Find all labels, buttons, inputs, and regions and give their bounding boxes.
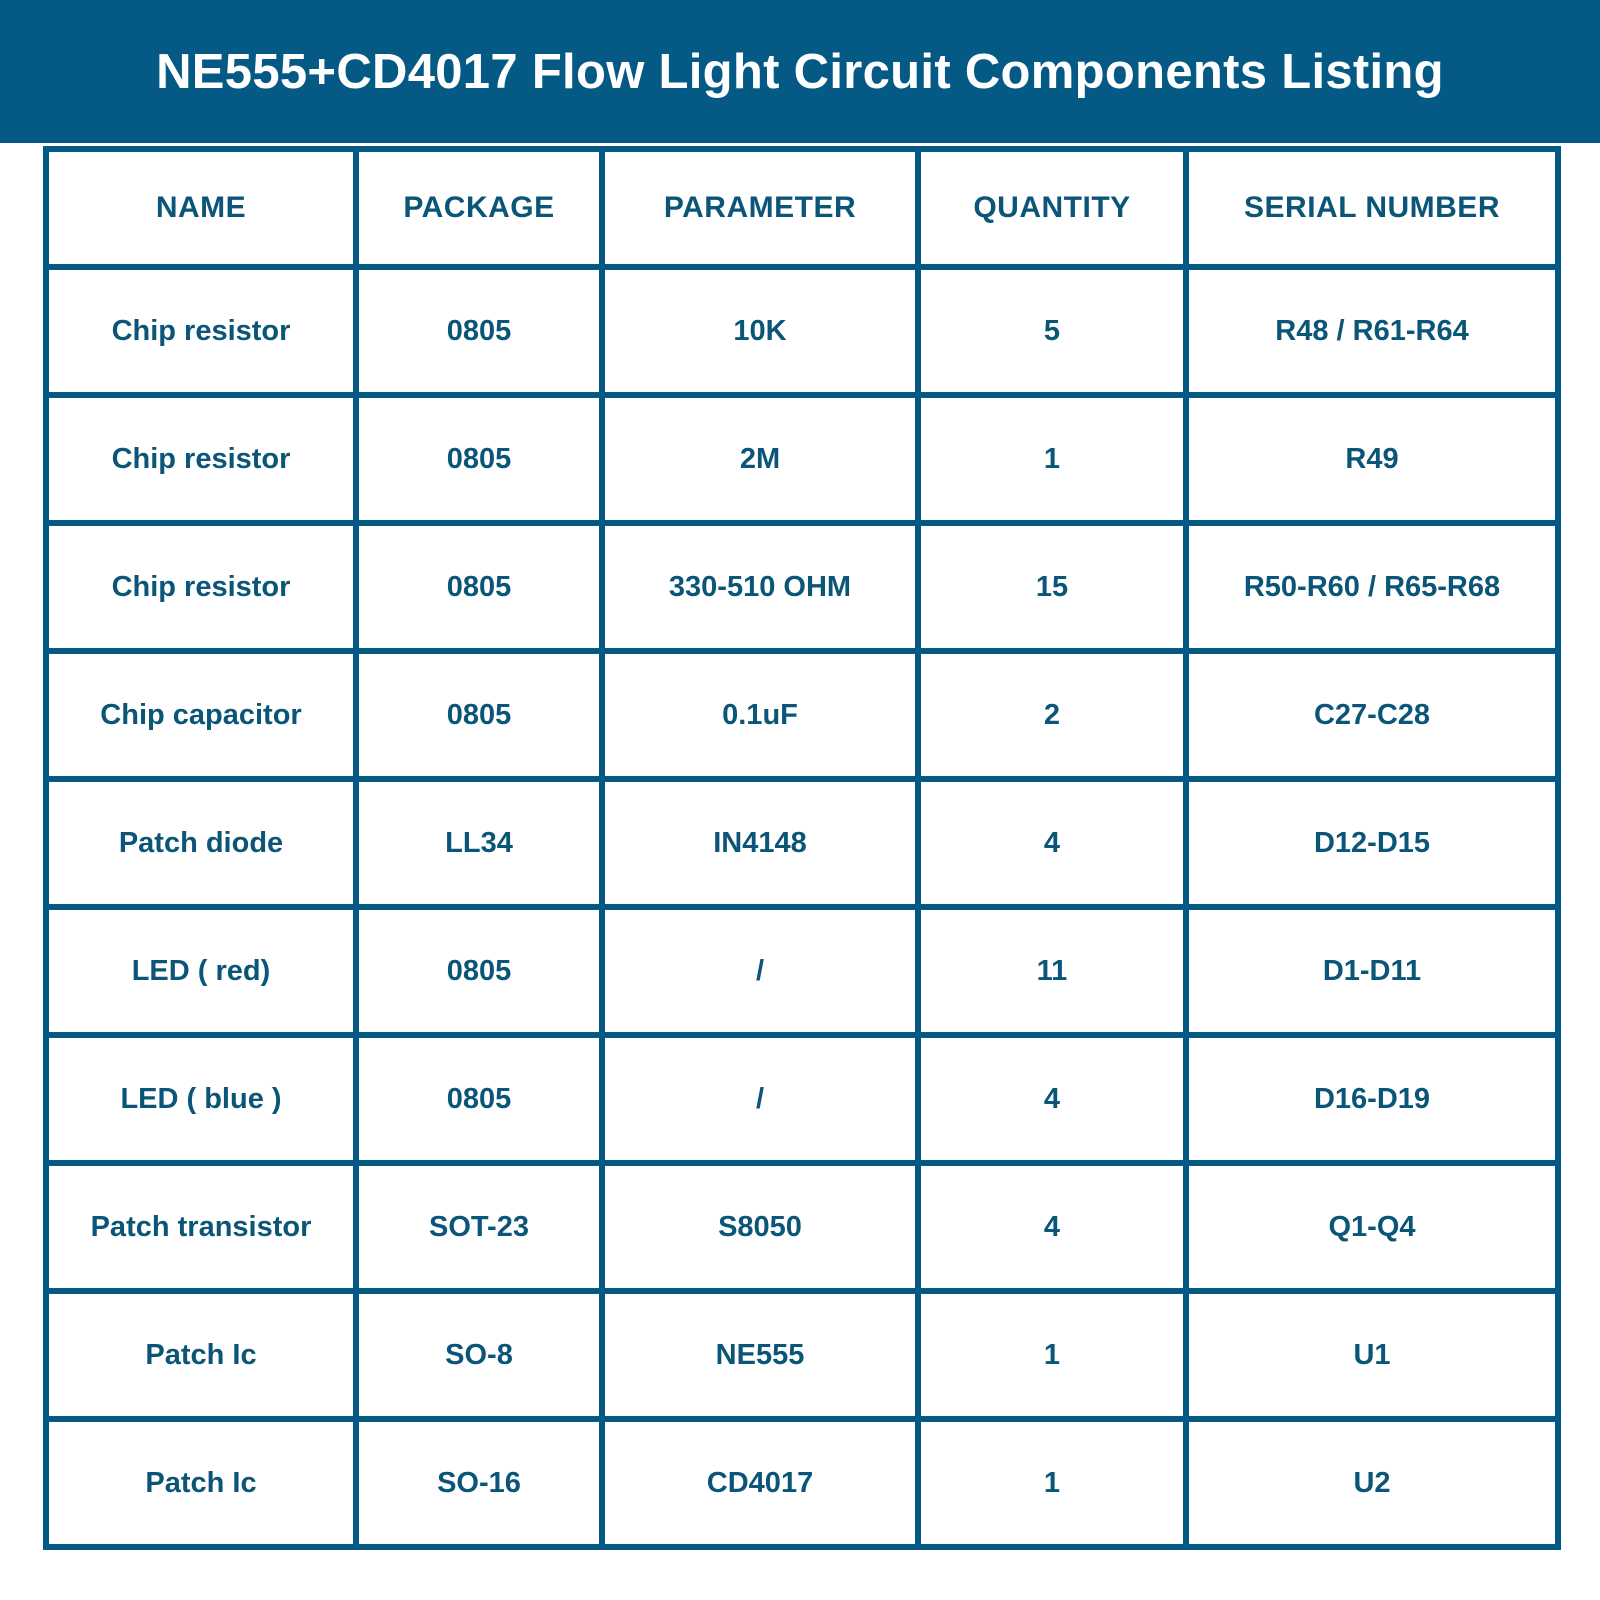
cell-package: 0805 xyxy=(356,267,602,395)
table-row xyxy=(46,907,1558,1035)
cell-quantity: 15 xyxy=(918,523,1186,651)
header-quantity: QUANTITY xyxy=(918,149,1186,267)
cell-parameter: 0.1uF xyxy=(602,651,918,779)
cell-quantity: 5 xyxy=(918,267,1186,395)
cell-name: LED ( red) xyxy=(46,907,356,1035)
cell-quantity: 11 xyxy=(918,907,1186,1035)
cell-serial-number: R49 xyxy=(1186,395,1558,523)
table-row xyxy=(46,779,1558,907)
cell-package: 0805 xyxy=(356,523,602,651)
cell-package: 0805 xyxy=(356,1035,602,1163)
table-container xyxy=(43,146,1555,1550)
cell-serial-number: R50-R60 / R65-R68 xyxy=(1186,523,1558,651)
cell-name: Chip resistor xyxy=(46,395,356,523)
cell-parameter: 330-510 OHM xyxy=(602,523,918,651)
cell-package: 0805 xyxy=(356,395,602,523)
cell-serial-number: D1-D11 xyxy=(1186,907,1558,1035)
title-bar xyxy=(0,0,1600,143)
cell-parameter: / xyxy=(602,1035,918,1163)
header-package: PACKAGE xyxy=(356,149,602,267)
cell-name: Patch Ic xyxy=(46,1291,356,1419)
cell-parameter: IN4148 xyxy=(602,779,918,907)
cell-parameter: S8050 xyxy=(602,1163,918,1291)
cell-parameter: 10K xyxy=(602,267,918,395)
cell-serial-number: R48 / R61-R64 xyxy=(1186,267,1558,395)
table-row xyxy=(46,395,1558,523)
cell-quantity: 1 xyxy=(918,1419,1186,1547)
cell-package: 0805 xyxy=(356,907,602,1035)
cell-package: SOT-23 xyxy=(356,1163,602,1291)
header-serial-number: SERIAL NUMBER xyxy=(1186,149,1558,267)
cell-quantity: 4 xyxy=(918,1035,1186,1163)
cell-package: SO-16 xyxy=(356,1419,602,1547)
components-table xyxy=(43,146,1561,1550)
cell-quantity: 2 xyxy=(918,651,1186,779)
cell-serial-number: D16-D19 xyxy=(1186,1035,1558,1163)
cell-serial-number: Q1-Q4 xyxy=(1186,1163,1558,1291)
cell-name: Chip resistor xyxy=(46,523,356,651)
cell-serial-number: U2 xyxy=(1186,1419,1558,1547)
cell-name: LED ( blue ) xyxy=(46,1035,356,1163)
table-row xyxy=(46,1163,1558,1291)
cell-parameter: NE555 xyxy=(602,1291,918,1419)
cell-parameter: CD4017 xyxy=(602,1419,918,1547)
cell-quantity: 4 xyxy=(918,779,1186,907)
table-row xyxy=(46,1291,1558,1419)
header-name: NAME xyxy=(46,149,356,267)
cell-quantity: 1 xyxy=(918,1291,1186,1419)
cell-serial-number: C27-C28 xyxy=(1186,651,1558,779)
table-row xyxy=(46,1035,1558,1163)
cell-name: Patch transistor xyxy=(46,1163,356,1291)
table-row xyxy=(46,523,1558,651)
cell-parameter: 2M xyxy=(602,395,918,523)
cell-serial-number: D12-D15 xyxy=(1186,779,1558,907)
cell-name: Patch Ic xyxy=(46,1419,356,1547)
header-parameter: PARAMETER xyxy=(602,149,918,267)
cell-name: Chip resistor xyxy=(46,267,356,395)
cell-name: Chip capacitor xyxy=(46,651,356,779)
cell-package: SO-8 xyxy=(356,1291,602,1419)
cell-package: LL34 xyxy=(356,779,602,907)
cell-name: Patch diode xyxy=(46,779,356,907)
cell-quantity: 1 xyxy=(918,395,1186,523)
cell-quantity: 4 xyxy=(918,1163,1186,1291)
cell-parameter: / xyxy=(602,907,918,1035)
cell-serial-number: U1 xyxy=(1186,1291,1558,1419)
table-header-row xyxy=(46,149,1558,267)
table-row xyxy=(46,267,1558,395)
table-row xyxy=(46,651,1558,779)
page-title: NE555+CD4017 Flow Light Circuit Components Listing xyxy=(156,44,1444,99)
table-row xyxy=(46,1419,1558,1547)
cell-package: 0805 xyxy=(356,651,602,779)
